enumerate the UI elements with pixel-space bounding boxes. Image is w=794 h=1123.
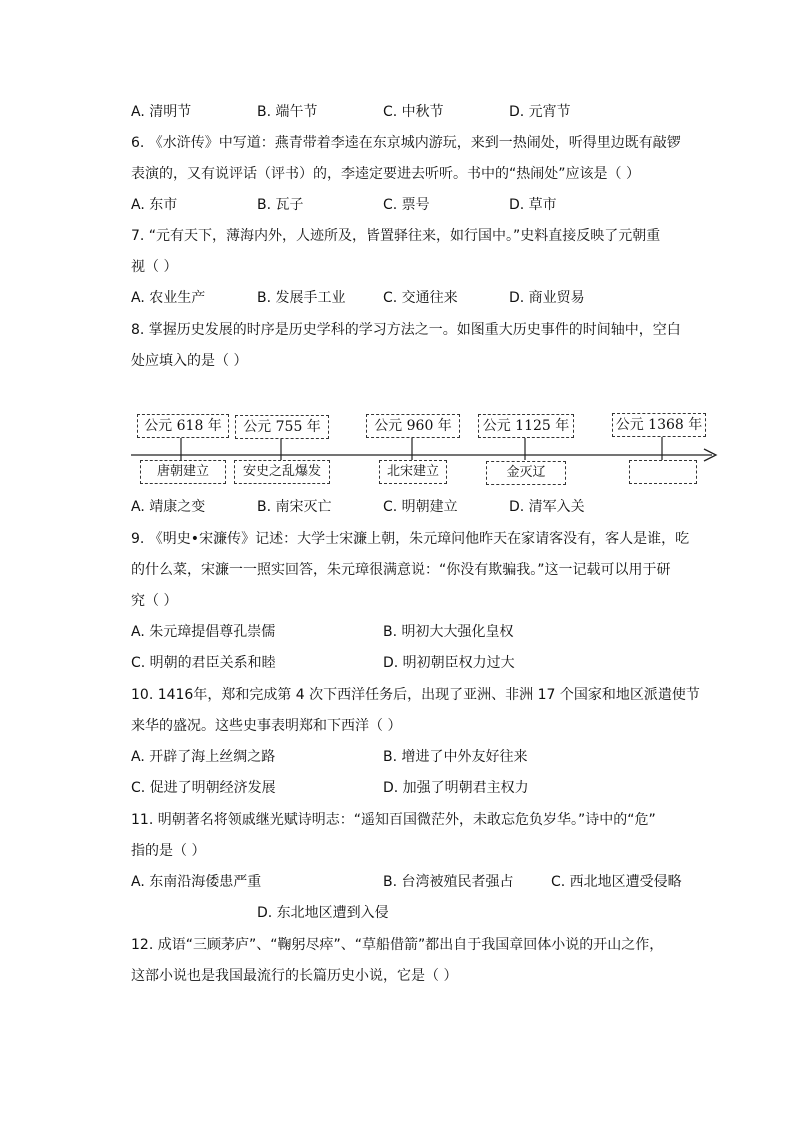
q12-stem-line-2: 这部小说也是我国最流行的长篇历史小说，它是（ ）: [131, 968, 458, 984]
q11-option-a: A. 东南沿海倭患严重: [131, 874, 262, 890]
q6-stem-line-1: 6. 《水浒传》中写道：燕青带着李逵在东京城内游玩，来到一热闹处，听得里边既有敲锣: [131, 135, 681, 151]
q7-option-a: A. 农业生产: [131, 290, 206, 306]
q8-option-d: D. 清军入关: [509, 499, 585, 515]
q9-stem-line-2: 的什么菜，宋濂一一照实回答，朱元璋很满意说：“你没有欺骗我。”这一记载可以用于研: [131, 562, 671, 578]
q8-option-a: A. 靖康之变: [131, 499, 206, 515]
q10-option-c: C. 促进了明朝经济发展: [131, 780, 276, 796]
q8-option-b: B. 南宋灭亡: [257, 499, 332, 515]
q11-option-c: C. 西北地区遭受侵略: [551, 874, 682, 890]
q5-option-d: D. 元宵节: [509, 104, 571, 120]
q9-stem-line-1: 9. 《明史•宋濂传》记述：大学士宋濂上朝，朱元璋问他昨天在家请客没有，客人是谁，吃: [131, 531, 690, 547]
q11-stem-line-2: 指的是（ ）: [131, 843, 206, 859]
q8-option-c: C. 明朝建立: [383, 499, 458, 515]
q9-option-a: A. 朱元璋提倡尊孔崇儒: [131, 624, 276, 640]
timeline-year-755: 公元 755 年: [235, 415, 329, 439]
q9-stem-line-3: 究（ ）: [131, 593, 178, 609]
q6-option-c: C. 票号: [383, 197, 430, 213]
timeline-event-beisong: 北宋建立: [379, 460, 447, 484]
q6-option-d: D. 草市: [509, 197, 557, 213]
q7-option-d: D. 商业贸易: [509, 290, 585, 306]
q10-stem-line-1: 10. 1416年，郑和完成第 4 次下西洋任务后，出现了亚洲、非洲 17 个国家和地区派遣使节: [131, 687, 700, 703]
timeline-year-1125: 公元 1125 年: [478, 414, 574, 438]
q5-option-c: C. 中秋节: [383, 104, 444, 120]
q10-option-b: B. 增进了中外友好往来: [383, 749, 528, 765]
timeline-event-anshi: 安史之乱爆发: [234, 460, 330, 484]
timeline-year-1368: 公元 1368 年: [612, 413, 706, 437]
q6-option-a: A. 东市: [131, 197, 178, 213]
q7-option-c: C. 交通往来: [383, 290, 458, 306]
timeline-event-tang: 唐朝建立: [140, 460, 226, 484]
q11-stem-line-1: 11. 明朝著名将领戚继光赋诗明志：“遥知百国微茫外，未敢忘危负岁华。”诗中的“危”: [131, 812, 656, 828]
q7-stem-line-1: 7. “元有天下，薄海内外，人迹所及，皆置驿往来，如行国中。”史料直接反映了元朝重: [131, 228, 661, 244]
q5-option-b: B. 端午节: [257, 104, 318, 120]
q10-option-a: A. 开辟了海上丝绸之路: [131, 749, 276, 765]
q8-stem-line-2: 处应填入的是（ ）: [131, 353, 248, 369]
q10-stem-line-2: 来华的盛况。这些史事表明郑和下西洋（ ）: [131, 718, 402, 734]
q6-option-b: B. 瓦子: [257, 197, 304, 213]
q7-option-b: B. 发展手工业: [257, 290, 346, 306]
timeline-event-jin: 金灭辽: [486, 461, 566, 485]
q12-stem-line-1: 12. 成语“三顾茅庐”、“鞠躬尽瘁”、“草船借箭”都出自于我国章回体小说的开山之作，: [131, 937, 664, 953]
q9-option-c: C. 明朝的君臣关系和睦: [131, 655, 276, 671]
q5-option-a: A. 清明节: [131, 104, 192, 120]
q7-stem-line-2: 视（ ）: [131, 259, 178, 275]
q8-stem-line-1: 8. 掌握历史发展的时序是历史学科的学习方法之一。如图重大历史事件的时间轴中，空白: [131, 322, 681, 338]
timeline-blank-box: [629, 460, 697, 484]
timeline-year-618: 公元 618 年: [137, 414, 229, 438]
q11-option-b: B. 台湾被殖民者强占: [383, 874, 514, 890]
q9-option-d: D. 明初朝臣权力过大: [383, 655, 515, 671]
q11-option-d: D. 东北地区遭到入侵: [257, 905, 389, 921]
q10-option-d: D. 加强了明朝君主权力: [383, 780, 529, 796]
q9-option-b: B. 明初大大强化皇权: [383, 624, 514, 640]
q6-stem-line-2: 表演的，又有说评话（评书）的，李逵定要进去听听。书中的“热闹处”应该是（ ）: [131, 166, 640, 182]
timeline-year-960: 公元 960 年: [366, 414, 460, 438]
